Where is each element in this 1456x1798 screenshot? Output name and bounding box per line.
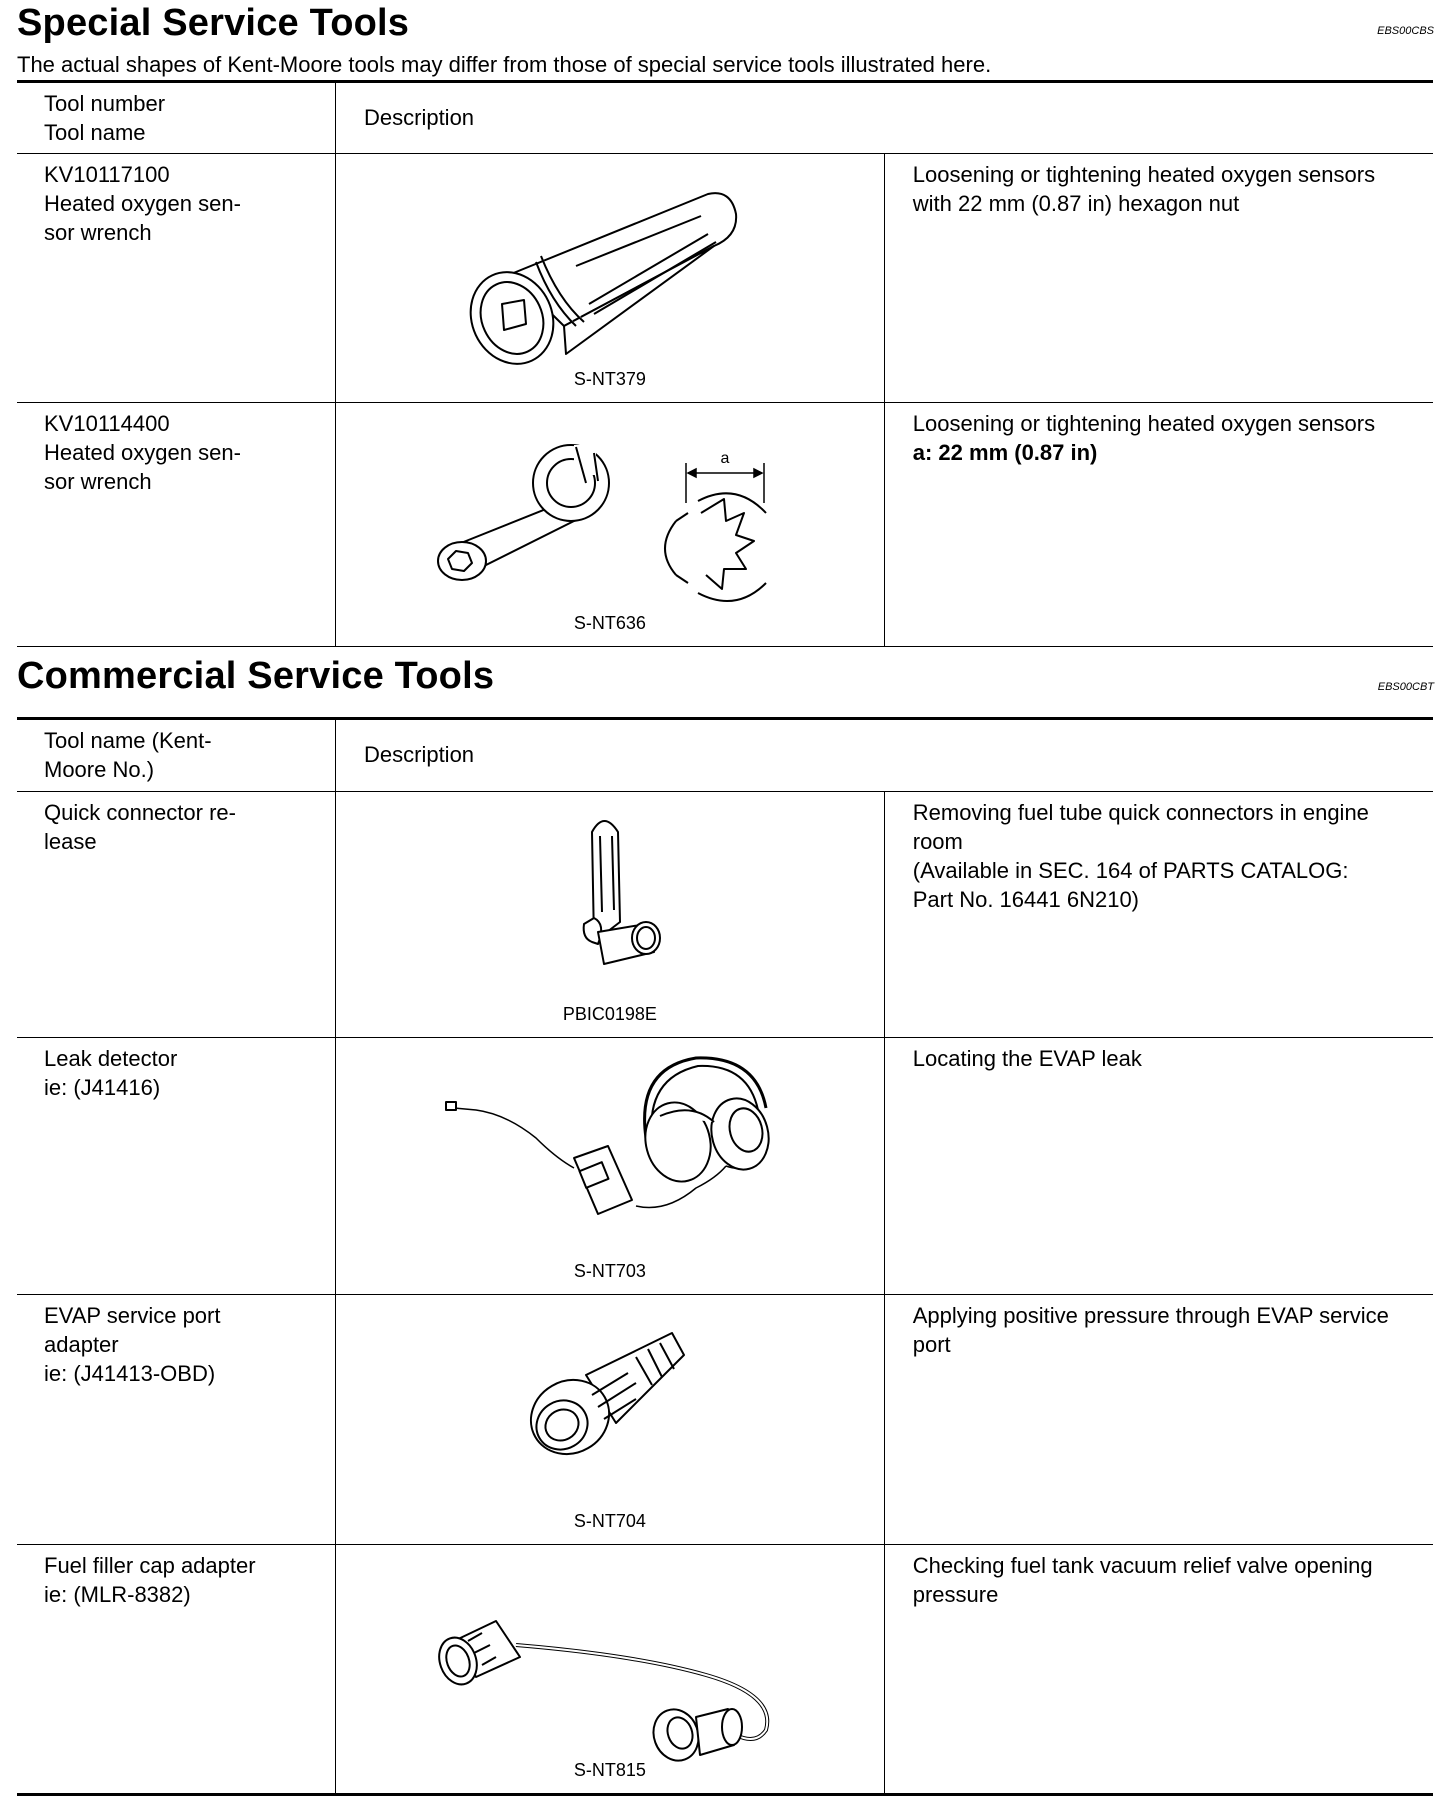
tool-number: KV10117100 bbox=[44, 161, 170, 187]
tool-name: Heated oxygen sen- bbox=[44, 190, 241, 216]
table-row bbox=[17, 402, 1433, 646]
quick-connector-release-icon bbox=[336, 792, 901, 1038]
special-tools-code: EBS00CBS bbox=[1377, 25, 1434, 37]
figure-cell bbox=[336, 1037, 885, 1294]
commercial-tools-table bbox=[17, 720, 1433, 1796]
tool-description: Applying positive pressure through EVAP service port bbox=[912, 1302, 1389, 1357]
oxygen-sensor-socket-wrench-icon bbox=[336, 154, 901, 403]
table-row bbox=[17, 1294, 1433, 1544]
figure-code: S-NT815 bbox=[573, 1759, 646, 1780]
leak-detector-icon bbox=[336, 1038, 901, 1295]
tool-description: Removing fuel tube quick connectors in engine room (Available in SEC. 164 of PARTS CATALOG: Part No. 16441 6N210) bbox=[912, 799, 1369, 912]
header-tool-name: Tool name (Kent- Moore No.) bbox=[44, 728, 212, 783]
oxygen-sensor-ring-wrench-icon bbox=[336, 403, 901, 647]
tool-description: Loosening or tightening heated oxygen sensors with 22 mm (0.87 in) hexagon nut bbox=[912, 161, 1376, 216]
figure-cell bbox=[336, 402, 885, 646]
figure-code: S-NT379 bbox=[573, 368, 646, 389]
fuel-filler-cap-adapter-icon bbox=[336, 1545, 901, 1795]
tool-id-cell: KV10114400 Heated oxygen sen- sor wrench bbox=[17, 402, 336, 646]
special-tools-table bbox=[17, 83, 1433, 647]
tool-description: Checking fuel tank vacuum relief valve opening pressure bbox=[912, 1552, 1373, 1607]
tool-description: Loosening or tightening heated oxygen sensors a: 22 mm (0.87 in) bbox=[912, 410, 1376, 465]
header-description: Description bbox=[336, 83, 1434, 153]
commercial-tools-code: EBS00CBT bbox=[1377, 681, 1434, 693]
figure-dimension-label: a bbox=[720, 449, 730, 467]
figure-cell bbox=[336, 791, 885, 1037]
special-tools-title: Special Service Tools bbox=[17, 2, 410, 44]
tool-name-cell: Fuel filler cap adapter ie: (MLR-8382) bbox=[44, 1552, 256, 1607]
figure-cell bbox=[336, 153, 885, 402]
figure-code: S-NT703 bbox=[573, 1260, 646, 1281]
tool-id-cell: KV10117100 Heated oxygen sen- sor wrench bbox=[17, 153, 336, 402]
table-row bbox=[17, 791, 1433, 1037]
figure-cell bbox=[336, 1294, 885, 1544]
table-row bbox=[17, 1544, 1433, 1794]
evap-service-port-adapter-icon bbox=[336, 1295, 901, 1545]
tool-description: Locating the EVAP leak bbox=[912, 1045, 1142, 1071]
header-tool-number: Tool number Tool name bbox=[44, 90, 166, 145]
figure-code: S-NT704 bbox=[573, 1510, 646, 1531]
tool-name-cell: Quick connector re- lease bbox=[44, 799, 236, 854]
table-header-row bbox=[17, 720, 1433, 791]
figure-code: PBIC0198E bbox=[562, 1003, 657, 1024]
table-row bbox=[17, 1037, 1433, 1294]
tool-name: Heated oxygen sen- bbox=[44, 439, 241, 465]
figure-cell bbox=[336, 1544, 885, 1794]
table-header-row bbox=[17, 83, 1433, 153]
tool-name-cell: Leak detector ie: (J41416) bbox=[44, 1045, 178, 1100]
header-description: Description bbox=[336, 720, 1434, 791]
tool-name-cell: EVAP service port adapter ie: (J41413-OBD) bbox=[44, 1302, 221, 1386]
table-row bbox=[17, 153, 1433, 402]
special-tools-intro: The actual shapes of Kent-Moore tools may differ from those of special service tools illustrated here. bbox=[17, 52, 992, 77]
figure-code: S-NT636 bbox=[573, 612, 646, 633]
tool-number: KV10114400 bbox=[44, 410, 170, 436]
commercial-tools-title: Commercial Service Tools bbox=[17, 655, 495, 697]
